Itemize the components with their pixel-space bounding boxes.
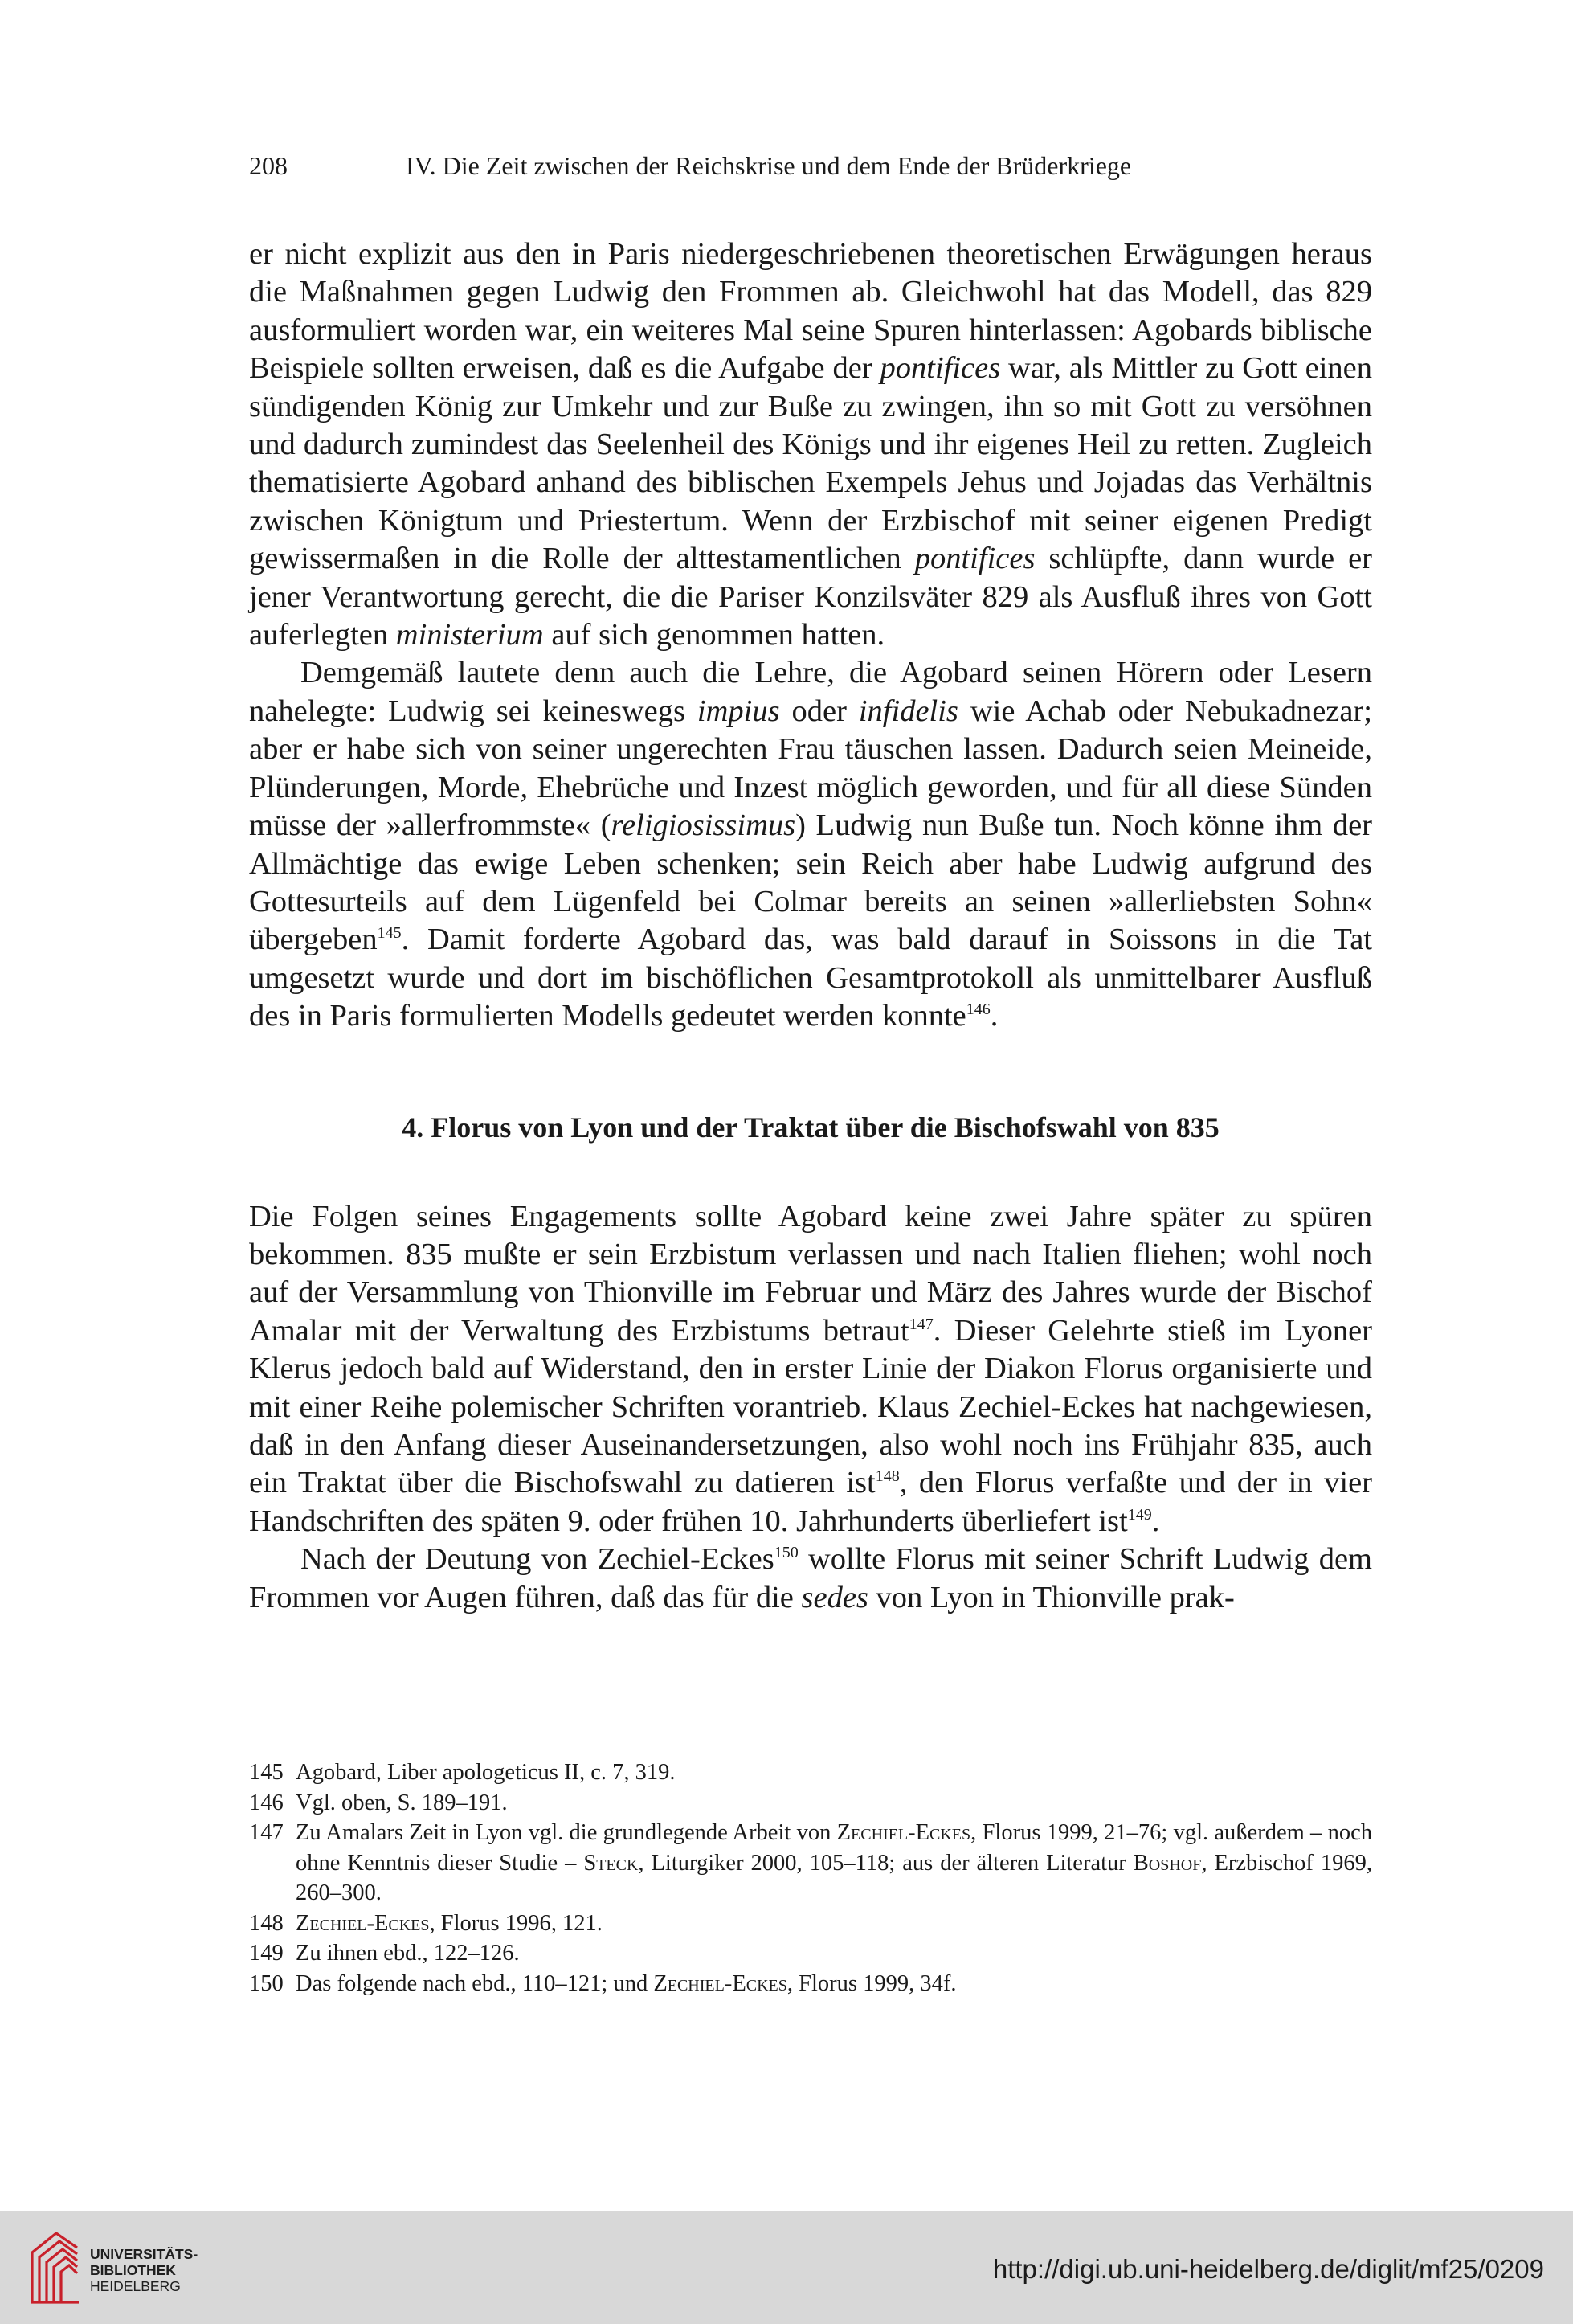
footnote-number: 145 xyxy=(249,1760,284,1785)
footnote-ref[interactable]: 150 xyxy=(774,1544,799,1562)
italic-term: infidelis xyxy=(858,694,958,728)
text-run: oder xyxy=(779,694,859,728)
italic-term: pontifices xyxy=(914,542,1036,576)
footnote-ref[interactable]: 149 xyxy=(1127,1505,1152,1524)
text-run: , Florus 1999, 34f. xyxy=(786,1970,957,1996)
footnote-149 xyxy=(249,1938,1372,1969)
text-run: von Lyon in Thionville prak- xyxy=(868,1580,1235,1614)
footnote-146 xyxy=(249,1788,1372,1819)
text-run: , Florus 1996, 121. xyxy=(429,1910,603,1936)
library-logo-icon xyxy=(29,2228,80,2306)
running-title: IV. Die Zeit zwischen der Reichskrise und dem Ende der Brüderkriege xyxy=(406,151,1132,180)
text-run: Das folgende nach ebd., 110–121; und xyxy=(296,1970,654,1996)
page-number: 208 xyxy=(249,151,288,180)
footnote-text: Zu ihnen ebd., 122–126. xyxy=(296,1941,520,1966)
paragraph-1 xyxy=(249,235,1372,654)
text-run: auf sich genommen hatten. xyxy=(543,618,885,653)
paragraph-2 xyxy=(249,654,1372,1035)
footnote-150 xyxy=(249,1969,1372,1999)
footnote-text xyxy=(296,1909,1372,1939)
footnote-text: Agobard, Liber apologeticus II, c. 7, 319. xyxy=(296,1760,676,1785)
text-run: Die Folgen seines Engagements sollte Agobard keine zwei Jahre später zu spüren bekommen. 835 mußte er sein Erzbistum verlassen und nach Italien fliehen; wohl noch auf der Versammlung von Thionville im Februar und März des Jahres wurde der Bischof Amalar mit der Verwaltung des Erzbistums betraut xyxy=(249,1199,1372,1348)
section-heading: 4. Florus von Lyon und der Traktat über die Bischofswahl von 835 xyxy=(402,1111,1220,1144)
footnote-text xyxy=(296,1818,1372,1909)
italic-term: ministerium xyxy=(395,618,544,653)
paragraph-4 xyxy=(249,1540,1372,1617)
footnote-number: 149 xyxy=(249,1941,284,1966)
text-run: war, als Mittler zu Gott einen sündigenden König zur Umkehr und zur Buße zu zwingen, ihn so mit Gott zu versöhnen und dadurch zumindest das Seelenheil des Königs und ihr eigenes Heil zu retten. Zugleich thematisierte Agobard anhand des biblischen Exempels Jehus und Jojadas das Verhältnis zwischen Königtum und Priestertum. Wenn der Erzbischof mit seiner eigenen Predigt gewissermaßen in die Rolle der alttestamentlichen xyxy=(249,351,1372,576)
footnote-ref[interactable]: 147 xyxy=(909,1315,934,1333)
text-run: er nicht explizit aus den in Paris niedergeschriebenen theoretischen Erwägungen heraus die Maßnahmen gegen Ludwig den Frommen ab. Gleichwohl hat das Modell, das 829 ausformuliert worden war, ein weiteres Mal seine Spuren hinterlassen: Agobards biblische Beispiele sollten erweisen, daß es die Aufgabe der xyxy=(249,237,1372,386)
text-run: schlüpfte, dann wurde er jener Verantwortung gerecht, die die Pariser Konzilsväter 829 als Ausfluß ihres von Gott auferlegten xyxy=(249,542,1372,653)
footnote-text: Vgl. oben, S. 189–191. xyxy=(296,1790,508,1815)
footnote-number: 147 xyxy=(249,1820,284,1845)
text-run: , Liturgiker 2000, 105–118; aus der älteren Literatur xyxy=(638,1850,1134,1876)
author-name: Steck xyxy=(583,1850,639,1876)
text-run: Zu Amalars Zeit in Lyon vgl. die grundlegende Arbeit von xyxy=(296,1820,837,1845)
text-run: ) Ludwig nun Buße tun. Noch könne ihm der Allmächtige das ewige Leben schenken; sein Reich aber habe Ludwig aufgrund des Gottesurteils auf dem Lügenfeld bei Colmar bereits an seinen »allerliebsten Sohn« übergeben xyxy=(249,808,1372,957)
text-run: , Florus 1999, 21–76; vgl. außerdem – noch ohne Kenntnis dieser Studie – xyxy=(296,1820,1372,1876)
footer-bar xyxy=(0,2211,1573,2324)
footnote-number: 146 xyxy=(249,1790,284,1815)
text-run: Demgemäß lautete denn auch die Lehre, die Agobard seinen Hörern oder Lesern nahelegte: Ludwig sei keineswegs xyxy=(249,656,1372,728)
footnote-ref[interactable]: 145 xyxy=(377,924,402,943)
italic-term: impius xyxy=(697,694,780,728)
text-run: wollte Florus mit seiner Schrift Ludwig dem Frommen vor Augen führen, daß das für die xyxy=(249,1542,1373,1614)
italic-term: religiosissimus xyxy=(611,808,796,843)
footnote-148 xyxy=(249,1909,1372,1939)
italic-term: sedes xyxy=(801,1580,868,1614)
author-name: Boshof xyxy=(1133,1850,1202,1876)
paragraph-3 xyxy=(249,1198,1372,1541)
footnote-147 xyxy=(249,1818,1372,1909)
footnote-ref[interactable]: 148 xyxy=(875,1467,900,1486)
logo-text-line: HEIDELBERG xyxy=(90,2278,181,2294)
footnote-text xyxy=(296,1969,1372,1999)
author-name: Zechiel-Eckes xyxy=(653,1970,787,1996)
footnote-number: 148 xyxy=(249,1910,284,1936)
footnotes xyxy=(249,1757,1372,1999)
text-run: , den Florus verfaßte und der in vier Handschriften des späten 9. oder frühen 10. Jahrhunderts überliefert ist xyxy=(249,1466,1372,1538)
logo-text-line: UNIVERSITÄTS- xyxy=(90,2246,198,2262)
italic-term: pontifices xyxy=(880,351,1001,386)
footnote-number: 150 xyxy=(249,1970,284,1996)
footnote-ref[interactable]: 146 xyxy=(966,1000,991,1019)
library-name xyxy=(90,2246,198,2294)
text-run: , Erzbischof 1969, 260–300. xyxy=(296,1850,1372,1905)
text-run: . xyxy=(1151,1504,1160,1538)
text-run: . Dieser Gelehrte stieß im Lyoner Klerus jedoch bald auf Widerstand, den in erster Linie der Diakon Florus organisierte und mit einer Reihe polemischer Schriften vorantrieb. Klaus Zechiel-Eckes hat nachgewiesen, daß in den Anfang dieser Auseinandersetzungen, also wohl noch ins Frühjahr 835, auch ein Traktat über die Bischofswahl zu datieren ist xyxy=(249,1313,1372,1500)
author-name: Zechiel-Eckes xyxy=(836,1820,971,1845)
text-run: Nach der Deutung von Zechiel-Eckes xyxy=(300,1542,774,1577)
text-run: wie Achab oder Nebukadnezar; aber er habe sich von seiner ungerechten Frau täuschen lassen. Dadurch seien Meineide, Plünderungen, Morde, Ehebrüche und Inzest möglich geworden, und für all diese Sünden müsse der »allerfrommste« ( xyxy=(249,694,1372,843)
text-run: . xyxy=(990,999,999,1033)
footnote-145 xyxy=(249,1757,1372,1788)
logo-text-line: BIBLIOTHEK xyxy=(90,2262,176,2278)
main-text xyxy=(249,235,1372,1617)
text-run: . Damit forderte Agobard das, was bald darauf in Soissons in die Tat umgesetzt wurde und dort im bischöflichen Gesamtprotokoll als unmittelbarer Ausfluß des in Paris formulierten Modells gedeutet werden konnte xyxy=(249,923,1372,1033)
author-name: Zechiel-Eckes xyxy=(296,1910,430,1936)
source-url-link[interactable]: http://digi.ub.uni-heidelberg.de/diglit/mf25/0209 xyxy=(992,2254,1544,2284)
